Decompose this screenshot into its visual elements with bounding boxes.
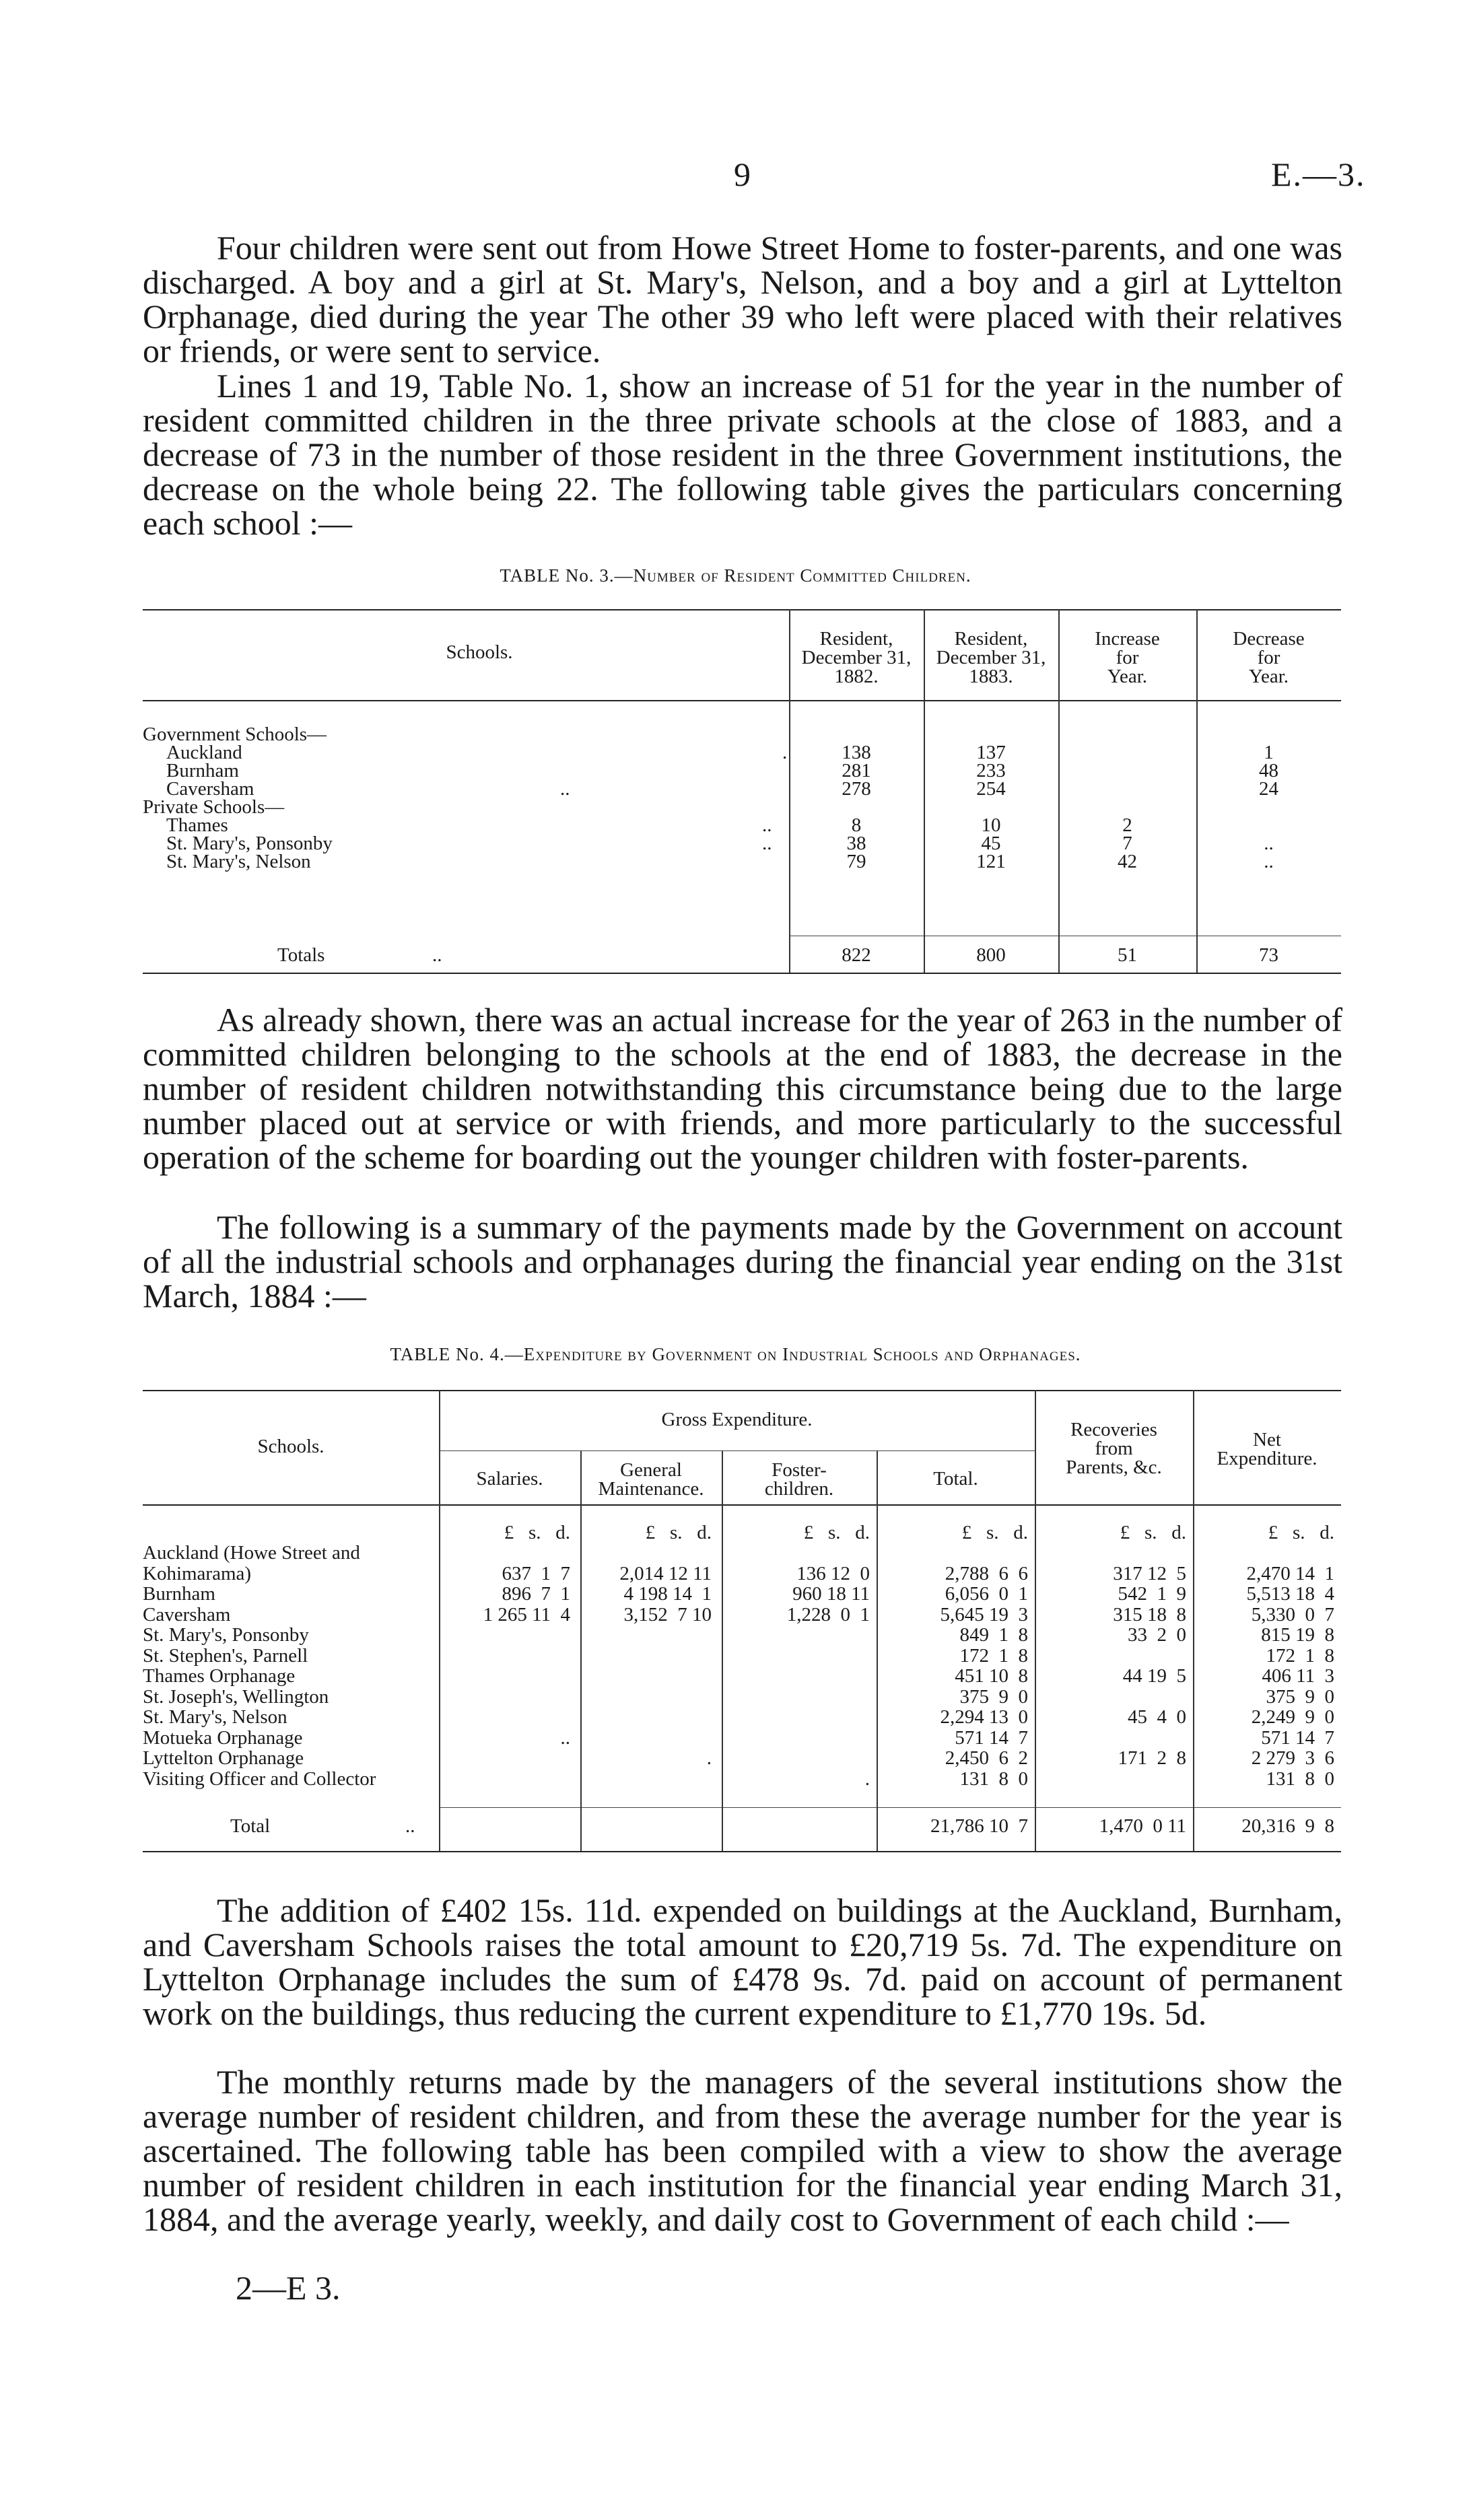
t3-cell-1882: 281 — [842, 760, 871, 781]
t4-row-label: Lyttelton Orphanage — [143, 1747, 304, 1769]
t4-cell-recoveries: 45 4 0 — [1128, 1706, 1186, 1728]
t3-h-res1882-c: 1882. — [834, 666, 879, 687]
t3-h-res1883-b: December 31, — [936, 647, 1046, 668]
t4-header-foster — [722, 1461, 877, 1498]
t4-h-net-b: Expenditure. — [1217, 1448, 1318, 1469]
t3-header-res1883 — [924, 629, 1058, 686]
t3-row — [143, 725, 1341, 744]
paragraph-2: Lines 1 and 19, Table No. 1, show an increase of 51 for the year in the number of resident committed children in the three private schools at the close of 1883, and a decrease of 73 in the number of those resident in the three Government institutions, the decrease on the whole being 22. The following table gives the particulars concerning each school :— — [143, 367, 1342, 542]
t3-cell-1883: 45 — [981, 833, 1001, 854]
t4-cell-foster: . — [864, 1768, 870, 1790]
t4-h-foster-a: Foster- — [772, 1459, 827, 1481]
t4-row — [143, 1769, 1341, 1789]
t3-cell-1883: 137 — [976, 742, 1006, 763]
t4-cell-total: 2,788 6 6 — [945, 1562, 1028, 1584]
t4-header-total: Total. — [933, 1468, 978, 1490]
t4-cell-net: 2 279 3 6 — [1251, 1747, 1334, 1769]
t4-row-label: Burnham — [143, 1583, 215, 1605]
t4-row — [143, 1687, 1341, 1707]
t3-cell-1882: 138 — [842, 742, 871, 763]
t3-h-res1883-a: Resident, — [954, 628, 1028, 650]
t4-totals-label: Total — [230, 1815, 271, 1837]
t4-units-recoveries: £ s. d. — [1120, 1522, 1186, 1543]
t4-cell-net: 5,513 18 4 — [1246, 1583, 1334, 1605]
t4-cell-total: 2,450 6 2 — [945, 1747, 1028, 1769]
t3-totals-label: Totals — [277, 944, 325, 966]
t4-cell-net: 406 11 3 — [1262, 1665, 1334, 1687]
t4-units-total: £ s. d. — [961, 1522, 1028, 1543]
t4-h-general-b: Maintenance. — [598, 1478, 704, 1500]
t3-h-dec-a: Decrease — [1233, 628, 1305, 650]
table3-caption-prefix: TABLE No. 3.— — [500, 565, 634, 586]
t4-cell-total: 172 1 8 — [959, 1644, 1028, 1667]
t3-cell-decrease: .. — [1264, 833, 1274, 854]
t3-cell-1882: 38 — [846, 833, 866, 854]
t4-row — [143, 1543, 1341, 1563]
t4-totals-row — [143, 1816, 1341, 1836]
t3-h-res1883-c: 1883. — [969, 666, 1013, 687]
t3-totals-1882: 822 — [842, 944, 871, 966]
t3-h-inc-a: Increase — [1095, 628, 1160, 650]
t3-header-decrease — [1196, 629, 1341, 686]
t3-row — [143, 834, 1341, 853]
t4-row-label: Thames Orphanage — [143, 1665, 296, 1687]
t4-cell-net: 2,470 14 1 — [1246, 1562, 1334, 1584]
table3-caption — [0, 565, 1471, 586]
t3-cell-increase: 2 — [1122, 814, 1132, 836]
t4-cell-recoveries: 315 18 8 — [1113, 1603, 1186, 1625]
t4-totals-net: 20,316 9 8 — [1241, 1815, 1334, 1837]
t4-row — [143, 1605, 1341, 1625]
t3-h-dec-b: for — [1257, 647, 1280, 668]
t4-row-label: St. Joseph's, Wellington — [143, 1685, 329, 1708]
t3-totals-row — [143, 946, 1341, 965]
t4-row-label: St. Mary's, Ponsonby — [143, 1624, 309, 1646]
t3-h-inc-b: for — [1116, 647, 1139, 668]
t3-row-label: Government Schools— — [143, 724, 327, 745]
paragraph-6: The monthly returns made by the managers of the several institutions show the average number of resident children, and from these the average number for the year is ascertained. The following table has been compiled with a view to show the average number of resident children in each institution for the financial year ending March 31, 1884, and the average yearly, weekly, and daily cost to Government of each child :— — [143, 2063, 1342, 2238]
t4-cell-net: 571 14 7 — [1261, 1726, 1334, 1749]
t3-cell-decrease: 24 — [1259, 778, 1278, 800]
t4-cell-recoveries: 317 12 5 — [1113, 1562, 1186, 1584]
t3-totals-increase: 51 — [1118, 944, 1137, 966]
page-number: 9 — [734, 155, 751, 193]
t4-cell-total: 375 9 0 — [959, 1685, 1028, 1708]
t4-cell-total: 451 10 8 — [955, 1665, 1028, 1687]
t4-cell-net: 815 19 8 — [1261, 1624, 1334, 1646]
t4-totals-leader: .. — [405, 1815, 415, 1837]
t4-cell-foster: 136 12 0 — [796, 1562, 870, 1584]
t4-row-label: Kohimarama) — [143, 1562, 252, 1584]
t4-units-salaries: £ s. d. — [504, 1522, 570, 1543]
t4-h-net-a: Net — [1253, 1429, 1281, 1450]
t4-h-recov-b: from — [1095, 1438, 1133, 1459]
t3-totals-leader: .. — [432, 944, 442, 966]
t3-cell-increase: 7 — [1122, 833, 1132, 854]
t4-cell-total: 131 8 0 — [959, 1768, 1028, 1790]
t4-header-salaries: Salaries. — [476, 1468, 543, 1490]
t4-h-recov-c: Parents, &c. — [1066, 1457, 1162, 1478]
t4-cell-total: 2,294 13 0 — [940, 1706, 1028, 1728]
t4-cell-net: 172 1 8 — [1266, 1644, 1334, 1667]
paragraph-3: As already shown, there was an actual increase for the year of 263 in the number of committed children belonging to the schools at the end of 1883, the decrease in the number of resident children notwithstanding this circumstance being due to the large number placed out at service or with friends, and more particularly to the successful operation of the scheme for boarding out the younger children with foster-parents. — [143, 1001, 1342, 1176]
t3-cell-decrease: 48 — [1259, 760, 1278, 781]
table4-caption-title: Expenditure by Government on Industrial Schools and Orphanages. — [523, 1344, 1081, 1364]
t3-row — [143, 779, 1341, 798]
t3-leader-dots: . — [782, 742, 788, 763]
signature-mark: 2—E 3. — [236, 2269, 341, 2307]
t4-row — [143, 1666, 1341, 1686]
page-header — [0, 155, 1471, 195]
t4-header-general — [580, 1461, 722, 1498]
t4-cell-foster: 1,228 0 1 — [786, 1603, 870, 1625]
t4-cell-general: . — [706, 1747, 712, 1769]
t4-row — [143, 1584, 1341, 1604]
t4-row-label: Auckland (Howe Street and — [143, 1542, 360, 1564]
t4-cell-foster: 960 18 11 — [792, 1583, 870, 1605]
t4-cell-net: 375 9 0 — [1266, 1685, 1334, 1708]
t4-units-row — [143, 1523, 1341, 1543]
t4-header-net — [1193, 1430, 1341, 1468]
t4-header-gross: Gross Expenditure. — [661, 1409, 813, 1430]
t4-h-general-a: General — [620, 1459, 682, 1481]
table3 — [143, 609, 1341, 973]
t4-totals-total: 21,786 10 7 — [930, 1815, 1028, 1837]
t3-totals-decrease: 73 — [1259, 944, 1278, 966]
table4-caption — [0, 1344, 1471, 1365]
t4-cell-net: 2,249 9 0 — [1251, 1706, 1334, 1728]
t4-cell-general: 3,152 7 10 — [623, 1603, 712, 1625]
t4-h-recov-a: Recoveries — [1070, 1419, 1157, 1440]
t3-totals-1883: 800 — [976, 944, 1006, 966]
t4-row-label: Visiting Officer and Collector — [143, 1768, 376, 1790]
t3-cell-1882: 79 — [846, 851, 866, 872]
t4-cell-salaries: 637 1 7 — [502, 1562, 570, 1584]
table4 — [143, 1390, 1341, 1875]
t4-row — [143, 1625, 1341, 1645]
t4-h-foster-b: children. — [764, 1478, 834, 1500]
t4-cell-salaries: 1 265 11 4 — [483, 1603, 570, 1625]
t4-row-label: St. Stephen's, Parnell — [143, 1644, 308, 1667]
document-reference: E.—3. — [1271, 155, 1366, 193]
t3-leader-dots: .. — [762, 814, 772, 836]
t4-header-schools: Schools. — [257, 1436, 324, 1457]
t4-row-label: St. Mary's, Nelson — [143, 1706, 287, 1728]
t4-cell-recoveries: 542 1 9 — [1118, 1583, 1186, 1605]
table4-caption-prefix: TABLE No. 4.— — [390, 1344, 524, 1364]
t4-cell-salaries: .. — [560, 1726, 570, 1749]
t3-cell-increase: 42 — [1118, 851, 1137, 872]
t4-row — [143, 1728, 1341, 1748]
t3-cell-decrease: .. — [1264, 851, 1274, 872]
t4-totals-recoveries: 1,470 0 11 — [1099, 1815, 1186, 1837]
t3-row — [143, 761, 1341, 780]
t4-cell-recoveries: 171 2 8 — [1118, 1747, 1186, 1769]
table3-caption-title: Number of Resident Committed Children. — [633, 565, 971, 586]
t3-row-label: Burnham — [166, 760, 239, 781]
t4-units-foster: £ s. d. — [803, 1522, 870, 1543]
t3-header-res1882 — [789, 629, 924, 686]
t3-row-label: St. Mary's, Nelson — [166, 851, 311, 872]
t3-cell-1883: 10 — [981, 814, 1001, 836]
t3-cell-1883: 121 — [976, 851, 1006, 872]
t4-cell-salaries: 896 7 1 — [502, 1583, 570, 1605]
t4-row — [143, 1707, 1341, 1727]
t3-cell-1882: 8 — [851, 814, 862, 836]
t4-row-label: Motueka Orphanage — [143, 1726, 303, 1749]
t3-leader-dots: .. — [560, 778, 570, 800]
t4-row-label: Caversham — [143, 1603, 231, 1625]
t3-cell-1882: 278 — [842, 778, 871, 800]
t3-row-label: Auckland — [166, 742, 242, 763]
t3-row-label: Thames — [166, 814, 228, 836]
t4-cell-total: 6,056 0 1 — [945, 1583, 1028, 1605]
t3-leader-dots: .. — [762, 833, 772, 854]
t3-h-dec-c: Year. — [1248, 666, 1289, 687]
paragraph-5: The addition of £402 15s. 11d. expended on buildings at the Auckland, Burnham, and Caversham Schools raises the total amount to £20,719 5s. 7d. The expenditure on Lyttelton Orphanage includes the sum of £478 9s. 7d. paid on account of permanent work on the buildings, thus reducing the current expenditure to £1,770 19s. 5d. — [143, 1891, 1342, 2032]
t3-row — [143, 743, 1341, 762]
t4-units-general: £ s. d. — [645, 1522, 712, 1543]
t3-row-label: Private Schools— — [143, 796, 285, 818]
t4-cell-general: 2,014 12 11 — [619, 1562, 712, 1584]
t4-cell-total: 849 1 8 — [959, 1624, 1028, 1646]
t3-row-label: Caversham — [166, 778, 254, 800]
t4-cell-recoveries: 44 19 5 — [1122, 1665, 1186, 1687]
t3-cell-decrease: 1 — [1264, 742, 1274, 763]
t4-cell-general: 4 198 14 1 — [623, 1583, 712, 1605]
t4-cell-recoveries: 33 2 0 — [1128, 1624, 1186, 1646]
t3-row — [143, 798, 1341, 816]
paragraph-1: Four children were sent out from Howe Street Home to foster-parents, and one was discharged. A boy and a girl at St. Mary's, Nelson, and a boy and a girl at Lyttelton Orphanage, died during the year The other 39 who left were placed with their relatives or friends, or were sent to service. — [143, 229, 1342, 370]
t3-h-res1882-a: Resident, — [819, 628, 893, 650]
t3-header-schools: Schools. — [446, 641, 513, 663]
t3-row-label: St. Mary's, Ponsonby — [166, 833, 333, 854]
t3-cell-1883: 254 — [976, 778, 1006, 800]
t4-cell-net: 131 8 0 — [1266, 1768, 1334, 1790]
t4-cell-total: 5,645 19 3 — [940, 1603, 1028, 1625]
t4-header-recoveries — [1035, 1420, 1193, 1477]
t3-row — [143, 816, 1341, 835]
paragraph-4: The following is a summary of the payments made by the Government on account of all the industrial schools and orphanages during the financial year ending on the 31st March, 1884 :— — [143, 1208, 1342, 1315]
t4-row — [143, 1564, 1341, 1584]
t3-cell-1883: 233 — [976, 760, 1006, 781]
t4-cell-net: 5,330 0 7 — [1251, 1603, 1334, 1625]
t3-h-res1882-b: December 31, — [801, 647, 912, 668]
t4-row — [143, 1646, 1341, 1666]
t3-header-increase — [1058, 629, 1196, 686]
t3-row — [143, 852, 1341, 871]
t4-units-net: £ s. d. — [1268, 1522, 1334, 1543]
t3-h-inc-c: Year. — [1107, 666, 1148, 687]
t4-row — [143, 1748, 1341, 1768]
t4-cell-total: 571 14 7 — [955, 1726, 1028, 1749]
